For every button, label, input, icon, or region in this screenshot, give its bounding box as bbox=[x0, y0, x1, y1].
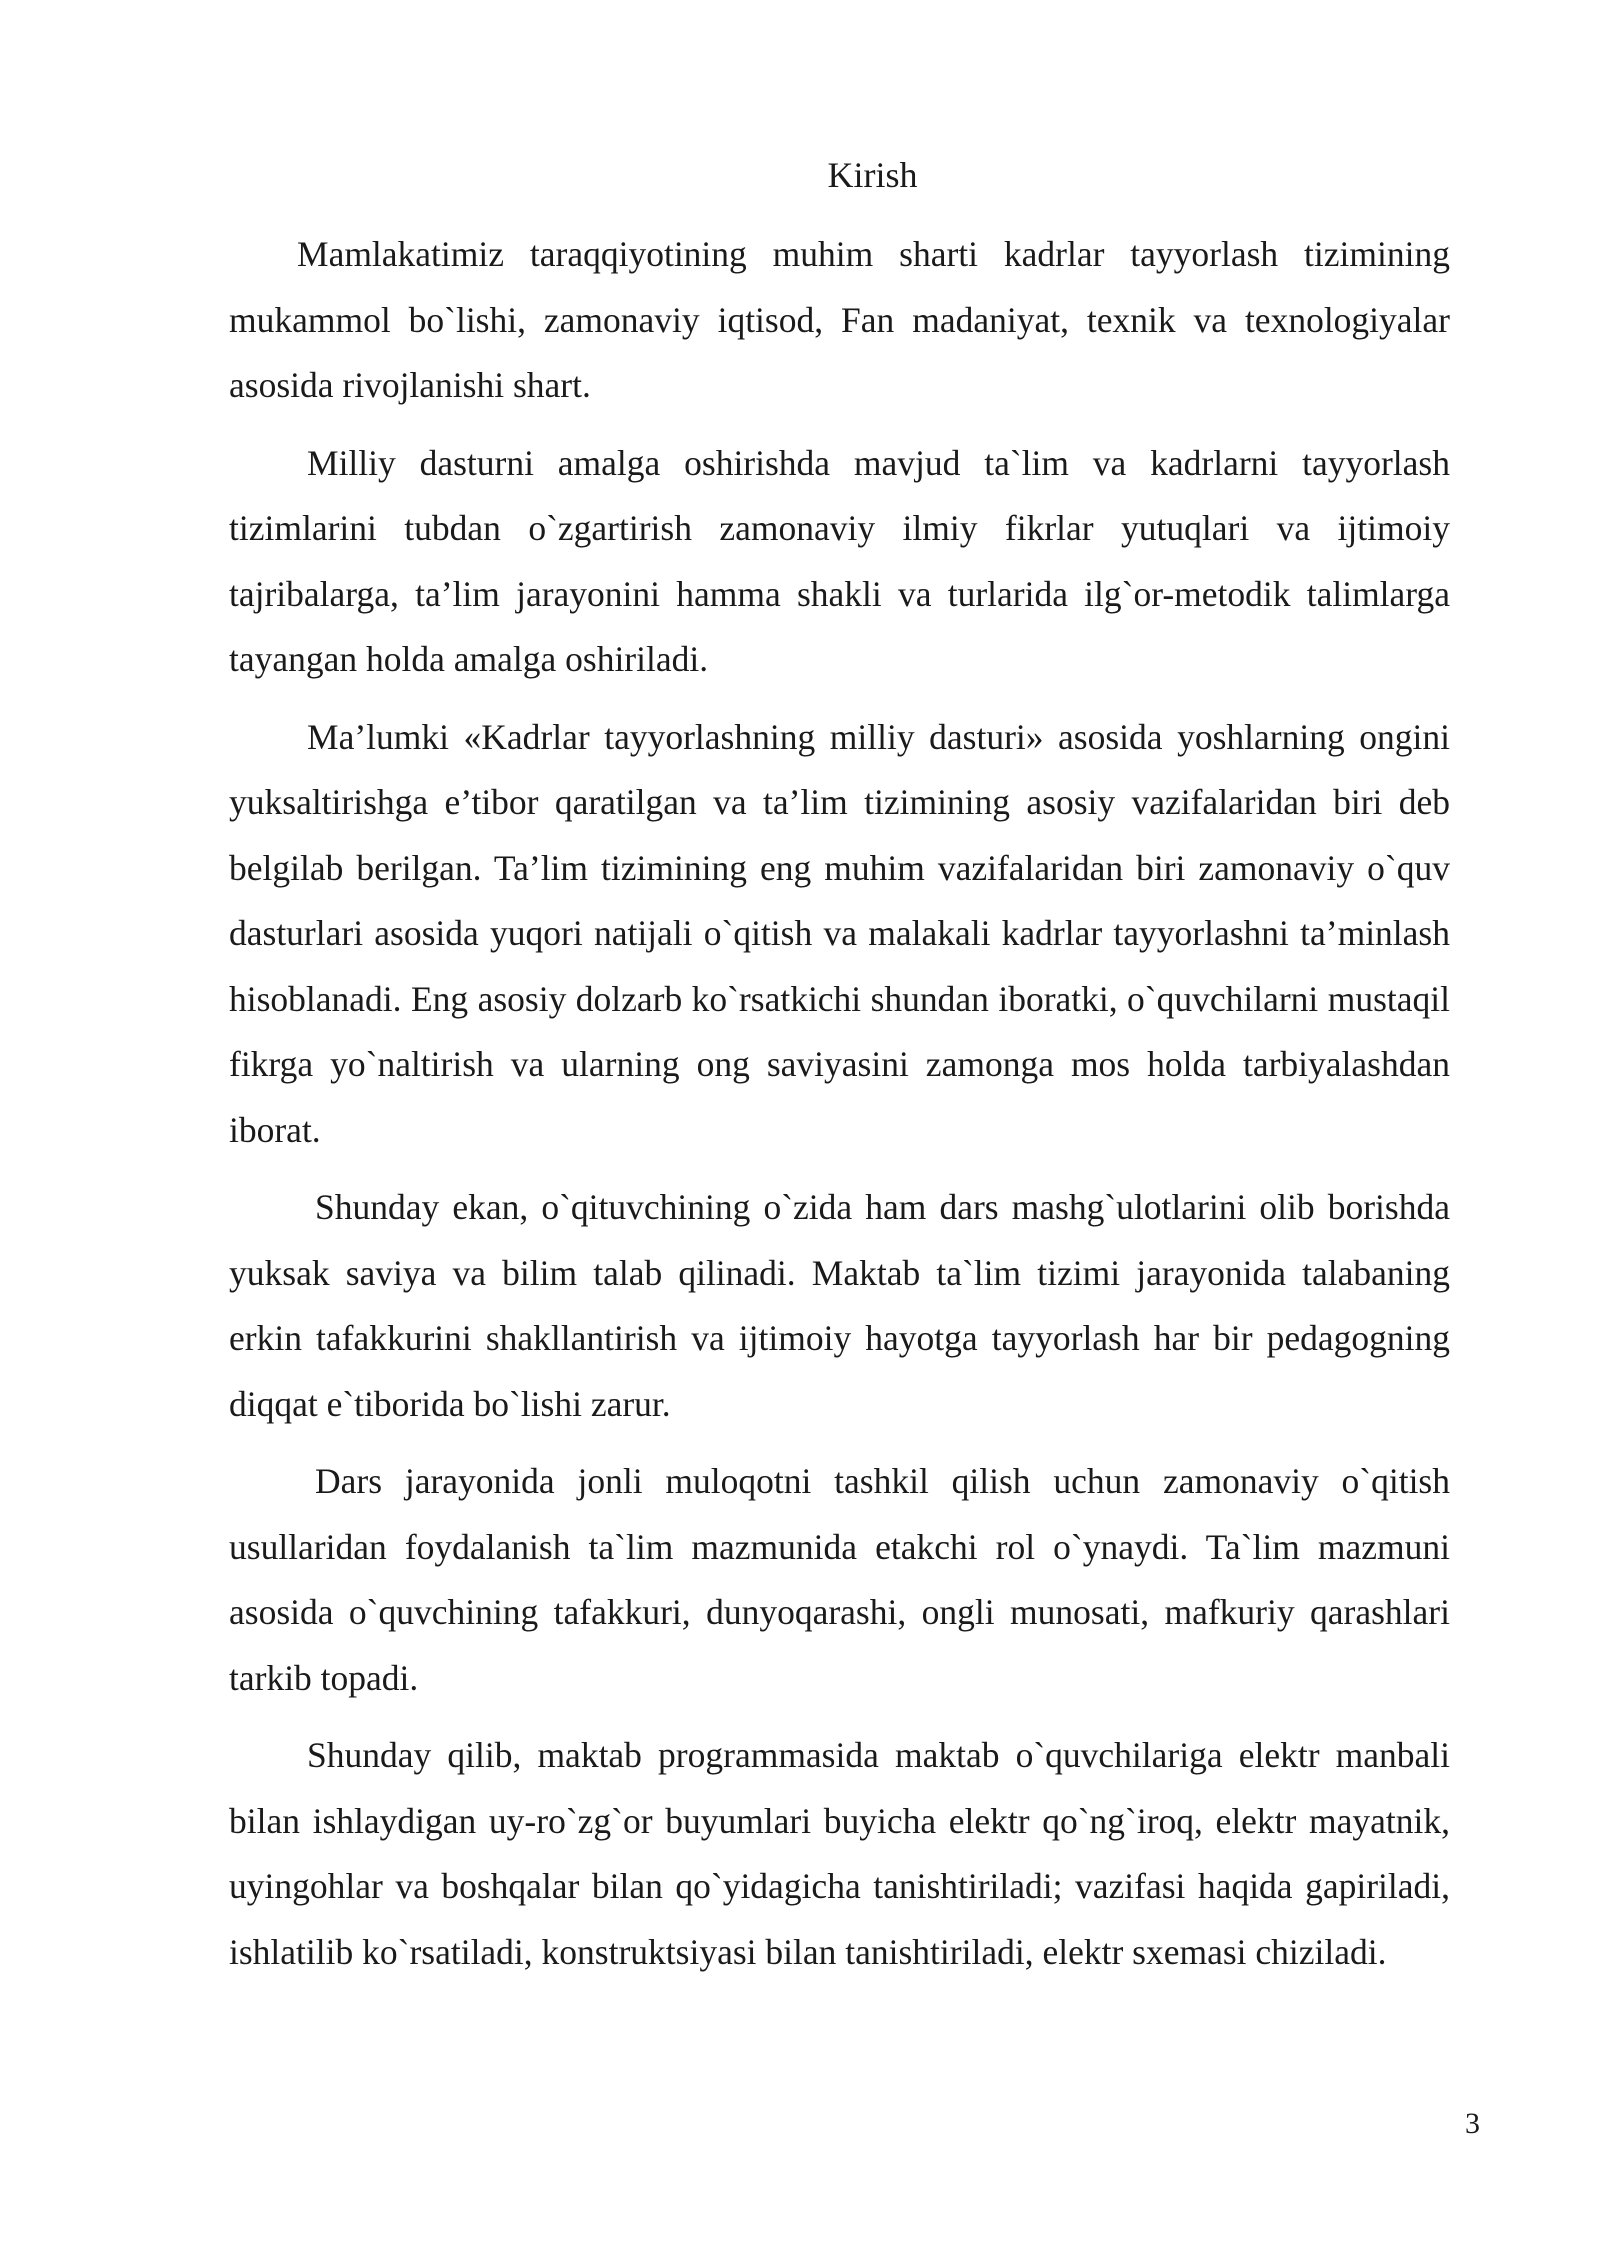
body-text bbox=[229, 222, 1450, 1997]
section-heading: Kirish bbox=[827, 155, 918, 195]
paragraph: Milliy dasturni amalga oshirishda mavjud ta`lim va kadrlarni tayyorlash tizimlarini tubdan o`zgartirish zamonaviy ilmiy fikrlar yutuqlari va ijtimoiy tajribalarga, ta’lim jarayonini hamma shakli va turlarida ilg`or-metodik talimlarga tayangan holda amalga oshiriladi. bbox=[229, 442, 1450, 679]
paragraph: Shunday ekan, o`qituvchining o`zida ham dars mashg`ulotlarini olib borishda yuksak saviya va bilim talab qilinadi. Maktab ta`lim tizimi jarayonida talabaning erkin tafakkurini shakllantirish va ijtimoiy hayotga tayyorlash har bir pedagogning diqqat e`tiborida bo`lishi zarur. bbox=[229, 1187, 1450, 1424]
paragraph: Ma’lumki «Kadrlar tayyorlashning milliy dasturi» asosida yoshlarning ongini yuksaltirishga e’tibor qaratilgan va ta’lim tizimining asosiy vazifalaridan biri deb belgilab berilgan. Ta’lim tizimining eng muhim vazifalaridan biri zamonaviy o`quv dasturlari asosida yuqori natijali o`qitish va malakali kadrlar tayyorlashni ta’minlash hisoblanadi. Eng asosiy dolzarb ko`rsatkichi shundan iboratki, o`quvchilarni mustaqil fikrga yo`naltirish va ularning ong saviyasini zamonga mos holda tarbiyalashdan iborat. bbox=[229, 716, 1450, 1150]
paragraph: Shunday qilib, maktab programmasida maktab o`quvchilariga elektr manbali bilan ishlaydigan uy-ro`zg`or buyumlari buyicha elektr qo`ng`iroq, elektr mayatnik, uyingohlar va boshqalar bilan qo`yidagicha tanishtiriladi; vazifasi haqida gapiriladi, ishlatilib ko`rsatiladi, konstruktsiyasi bilan tanishtiriladi, elektr sxemasi chiziladi. bbox=[229, 1735, 1450, 1972]
page-number: 3 bbox=[1465, 2107, 1480, 2140]
paragraph: Dars jarayonida jonli muloqotni tashkil qilish uchun zamonaviy o`qitish usullaridan foydalanish ta`lim mazmunida etakchi rol o`ynaydi. Ta`lim mazmuni asosida o`quvchining tafakkuri, dunyoqarashi, ongli munosati, mafkuriy qarashlari tarkib topadi. bbox=[229, 1461, 1450, 1698]
paragraph: Mamlakatimiz taraqqiyotining muhim sharti kadrlar tayyorlash tizimining mukammol bo`lishi, zamonaviy iqtisod, Fan madaniyat, texnik va texnologiyalar asosida rivojlanishi shart. bbox=[229, 234, 1450, 405]
